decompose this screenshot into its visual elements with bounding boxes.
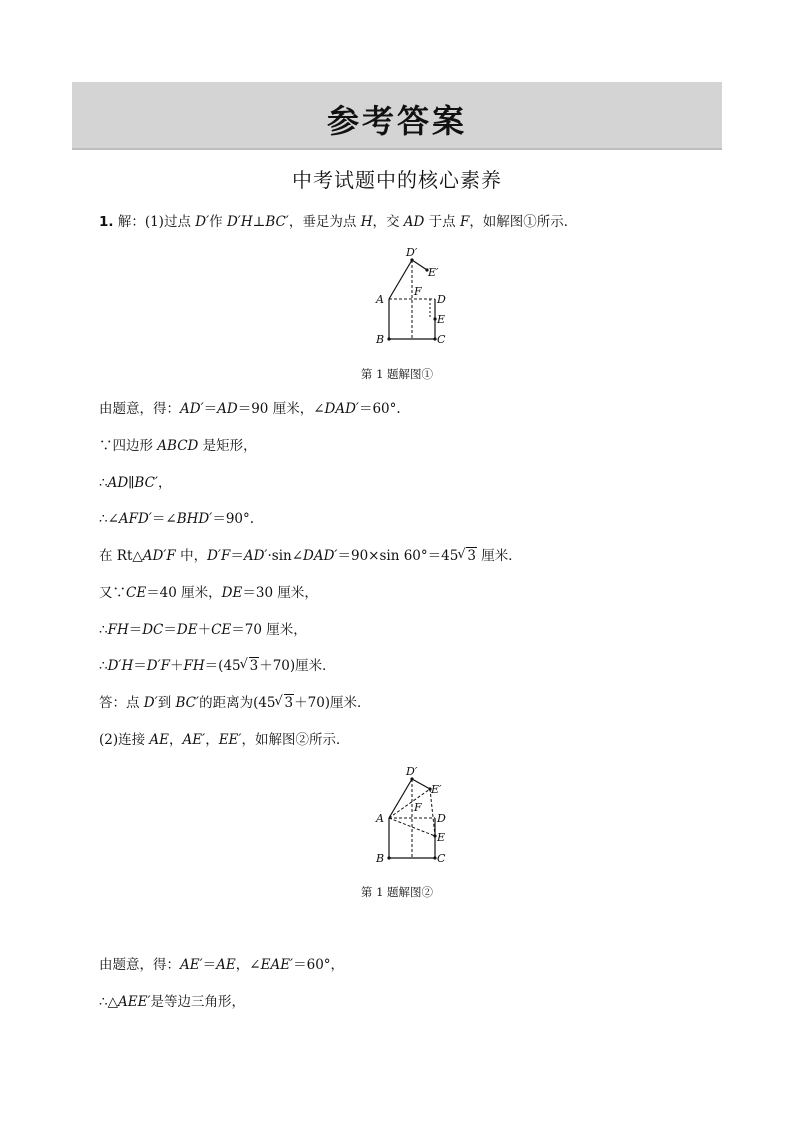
text: (2)连接: [99, 732, 150, 748]
solution-line-5: [99, 510, 254, 528]
var: D′F: [207, 548, 231, 564]
text: ＝: [163, 622, 177, 638]
radicand: 3: [284, 695, 294, 711]
banner-title: 参考答案: [326, 102, 467, 140]
text: ∴: [99, 658, 108, 674]
var: AE′: [180, 957, 203, 973]
text: ＝60°，: [293, 957, 345, 973]
text: ，交: [372, 214, 404, 230]
solution-line-7: [99, 584, 318, 602]
var: AEE′: [117, 994, 151, 1010]
label-f: F: [414, 285, 422, 298]
var: ABCD: [157, 438, 199, 454]
text: 中，: [175, 548, 208, 564]
solution-line-8: [99, 621, 307, 639]
text: ＋: [170, 658, 184, 674]
problem-number: 1.: [99, 214, 114, 230]
text: 解：(1)过点: [117, 214, 196, 230]
var: DAD′: [303, 548, 338, 564]
text: ∵四边形: [99, 438, 158, 454]
var: FH: [107, 622, 129, 638]
solution-line-1: [99, 213, 577, 231]
var: D′H: [107, 658, 134, 674]
text: 在 Rt△: [99, 548, 143, 564]
var: BC: [265, 214, 286, 230]
radicand: 3: [467, 548, 476, 564]
var: DAD′: [324, 401, 359, 417]
text: ＝30 厘米，: [242, 585, 318, 601]
var: DC: [142, 622, 164, 638]
var: CE: [126, 585, 147, 601]
text: 由题意，得：: [99, 957, 180, 973]
label-f: F: [414, 801, 422, 814]
text: ，如解图②所示．: [241, 732, 350, 748]
var: H: [360, 214, 373, 230]
label-e-prime: E′: [428, 266, 439, 279]
solution-line-13: [99, 993, 245, 1011]
text: 是等边三角形，: [150, 994, 246, 1010]
var: BHD′: [176, 511, 213, 527]
label-d-prime: D′: [406, 246, 418, 259]
text: ∴: [99, 475, 108, 491]
label-d: D: [437, 293, 446, 306]
var: F: [459, 214, 470, 230]
text: ，如解图①所示．: [469, 214, 578, 230]
text: 到: [157, 695, 176, 711]
label-d: D: [437, 812, 446, 825]
sqrt-symbol: [276, 694, 295, 712]
text: ＋70)厘米．: [259, 658, 336, 674]
text: ＝60°.: [358, 401, 401, 417]
text: ＝90 厘米，∠: [237, 401, 325, 417]
text: ＝(45: [204, 658, 241, 674]
solution-line-3: [99, 437, 257, 455]
label-b: B: [376, 333, 385, 346]
var: D′F: [146, 658, 171, 674]
var: AD′: [243, 548, 268, 564]
text: ＝90°.: [212, 511, 255, 527]
sqrt-symbol: [241, 657, 260, 675]
text: ·sin∠: [267, 548, 304, 564]
text: 于点: [424, 214, 460, 230]
text: 又∵: [99, 585, 126, 601]
label-e-prime: E′: [431, 783, 442, 796]
var: AE′: [182, 732, 206, 748]
var: AD: [107, 475, 129, 491]
figure-2-caption: 第 1 题解图②: [360, 885, 434, 899]
var: DE: [221, 585, 243, 601]
figure-2-diagram: [370, 763, 450, 869]
text: ＝: [203, 401, 218, 417]
solution-line-12: [99, 956, 344, 974]
var: EAE′: [260, 957, 294, 973]
text: ∴: [99, 622, 108, 638]
text: ，∠: [235, 957, 261, 973]
text: 由题意，得：: [99, 401, 180, 417]
answer-banner: [72, 82, 722, 150]
var: AD′: [180, 401, 204, 417]
section-title: 中考试题中的核心素养: [292, 168, 502, 192]
var: D′: [195, 214, 210, 230]
label-a: A: [376, 812, 384, 825]
label-a: A: [376, 293, 384, 306]
text: 是矩形，: [198, 438, 257, 454]
solution-line-10: [99, 694, 371, 712]
text: ＝: [202, 957, 217, 973]
var: AD: [403, 214, 425, 230]
var: EE′: [218, 732, 242, 748]
text: ＝: [230, 548, 244, 564]
solution-line-9: [99, 657, 336, 675]
text: ′，垂足为点: [285, 214, 361, 230]
label-e: E: [437, 831, 446, 844]
text: 答：点: [99, 695, 144, 711]
var: AE: [216, 957, 236, 973]
text: ＝40 厘米，: [146, 585, 222, 601]
text: ＝70 厘米，: [231, 622, 307, 638]
solution-line-6: [99, 547, 522, 565]
var: BC: [134, 475, 155, 491]
text: ，: [169, 732, 183, 748]
var: BC: [175, 695, 196, 711]
var: AD: [217, 401, 238, 417]
text: ＝: [128, 622, 143, 638]
var: FH: [183, 658, 205, 674]
text: ＝: [133, 658, 147, 674]
solution-line-11: [99, 731, 349, 749]
var: D′: [143, 695, 158, 711]
text: ＋: [197, 622, 212, 638]
text: ＝90×sin 60°＝45: [337, 548, 459, 564]
text: ∴△: [99, 994, 118, 1010]
var: AE: [149, 732, 170, 748]
var: AFD′: [118, 511, 152, 527]
solution-line-4: [99, 474, 172, 492]
label-d-prime: D′: [406, 765, 418, 778]
text: ⊥: [252, 214, 266, 230]
text: ′的距离为(45: [196, 695, 276, 711]
text: ∥: [128, 475, 135, 491]
solution-line-2: [99, 400, 401, 418]
text: ，: [205, 732, 219, 748]
figure-1-caption: 第 1 题解图①: [360, 367, 434, 381]
var: DE: [176, 622, 198, 638]
text: 厘米．: [476, 548, 522, 564]
text: ＋70)厘米．: [294, 695, 371, 711]
var: CE: [211, 622, 232, 638]
radicand: 3: [249, 658, 259, 674]
text: 作: [209, 214, 227, 230]
var: AD′F: [142, 548, 176, 564]
var: D′H: [226, 214, 253, 230]
text: ′，: [154, 475, 172, 491]
label-b: B: [376, 852, 385, 865]
text: ∴∠: [99, 511, 119, 527]
figure-1-diagram: [370, 244, 450, 350]
label-c: C: [437, 852, 446, 865]
label-c: C: [437, 333, 446, 346]
sqrt-symbol: [458, 547, 477, 565]
text: ＝∠: [151, 511, 177, 527]
label-e: E: [437, 313, 446, 326]
